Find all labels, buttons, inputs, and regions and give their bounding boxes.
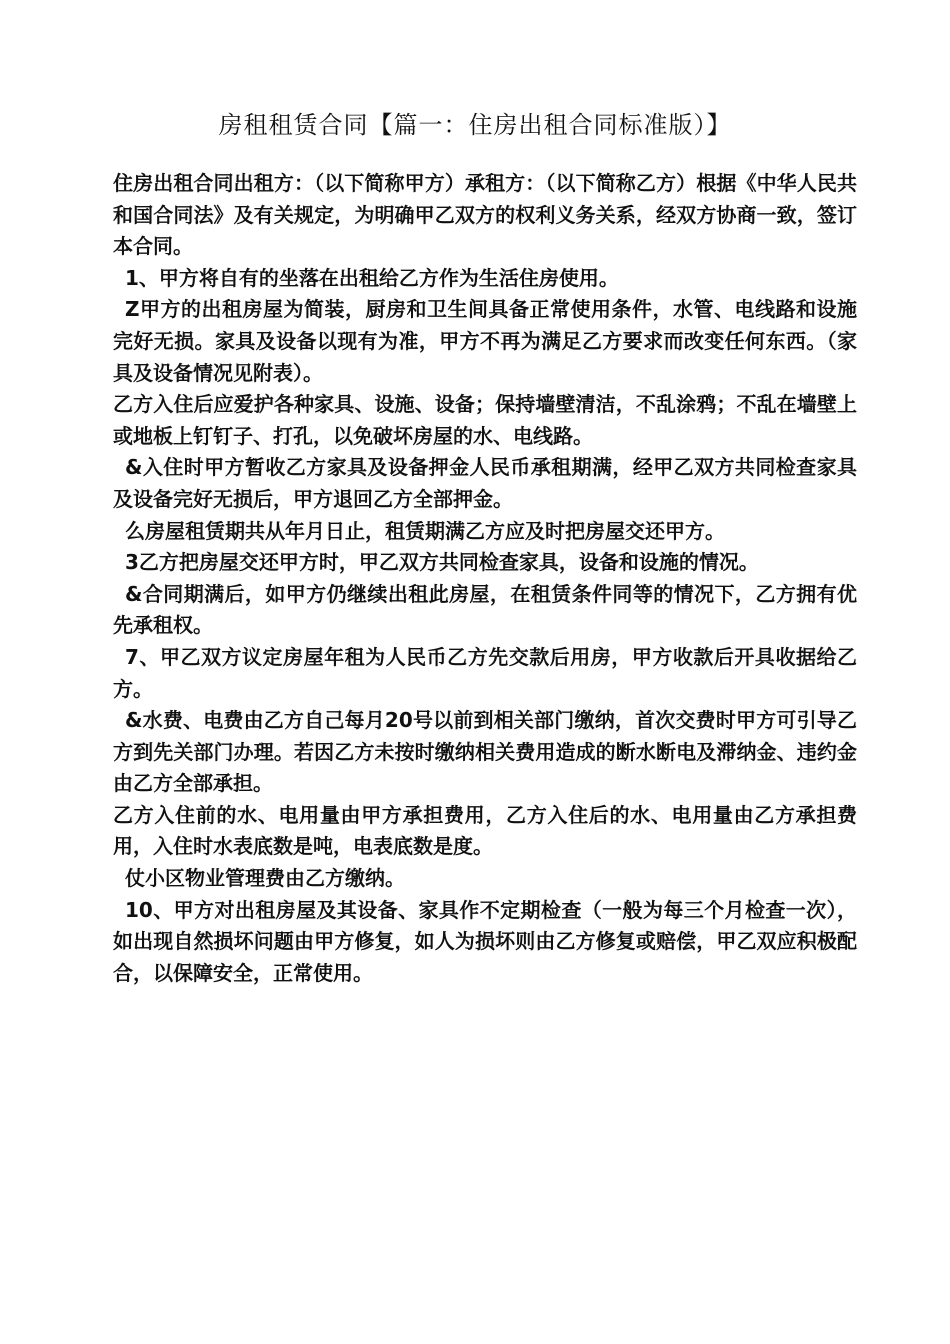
document-body (113, 168, 857, 989)
paragraph-clause-7: &合同期满后，如甲方仍继续出租此房屋，在租赁条件同等的情况下，乙方拥有优先承租权。 (113, 581, 857, 638)
paragraph-clause-10: 乙方入住前的水、电用量由甲方承担费用，乙方入住后的水、电用量由乙方承担费用，入住时水表底数是吨，电表底数是度。 (113, 802, 857, 859)
paragraph-clause-11: 仗小区物业管理费由乙方缴纳。 (125, 866, 405, 891)
paragraph-clause-5: 么房屋租赁期共从年月日止，租赁期满乙方应及时把房屋交还甲方。 (125, 518, 725, 543)
paragraph-clause-8: 7、甲乙双方议定房屋年租为人民币乙方先交款后用房，甲方收款后开具收据给乙方。 (113, 644, 857, 701)
paragraph-clause-4: &入住时甲方暂收乙方家具及设备押金人民币承租期满，经甲乙双方共同检查家具及设备完好无损后，甲方退回乙方全部押金。 (113, 455, 857, 511)
document-title: 房租租赁合同【篇一：住房出租合同标准版）】 (218, 111, 732, 139)
paragraph-clause-1: 1、甲方将自有的坐落在出租给乙方作为生活住房使用。 (125, 265, 619, 290)
paragraph-clause-3: 乙方入住后应爱护各种家具、设施、设备；保持墙壁清洁，不乱涂鸦；不乱在墙壁上或地板上钉钉子、打孔，以免破坏房屋的水、电线路。 (113, 392, 857, 448)
paragraph-clause-6: 3乙方把房屋交还甲方时，甲乙双方共同检查家具，设备和设施的情况。 (125, 550, 759, 575)
paragraph-clause-12: 10、甲方对出租房屋及其设备、家具作不定期检查（一般为每三个月检查一次），如出现自然损坏问题由甲方修复，如人为损坏则由乙方修复或赔偿，甲乙双应积极配合，以保障安全，正常使用。 (113, 897, 857, 985)
paragraph-clause-9: &水费、电费由乙方自己每月20号以前到相关部门缴纳，首次交费时甲方可引导乙方到先关部门办理。若因乙方未按时缴纳相关费用造成的断水断电及滞纳金、违约金由乙方全部承担。 (113, 708, 857, 796)
paragraph-clause-2: Z甲方的出租房屋为简装，厨房和卫生间具备正常使用条件，水管、电线路和设施完好无损。家具及设备以现有为准，甲方不再为满足乙方要求而改变任何东西。（家具及设备情况见附表）。 (113, 297, 857, 385)
paragraph-preamble: 住房出租合同出租方：（以下简称甲方）承租方：（以下简称乙方）根据《中华人民共和国合同法》及有关规定，为明确甲乙双方的权利义务关系，经双方协商一致，签订本合同。 (113, 171, 857, 259)
